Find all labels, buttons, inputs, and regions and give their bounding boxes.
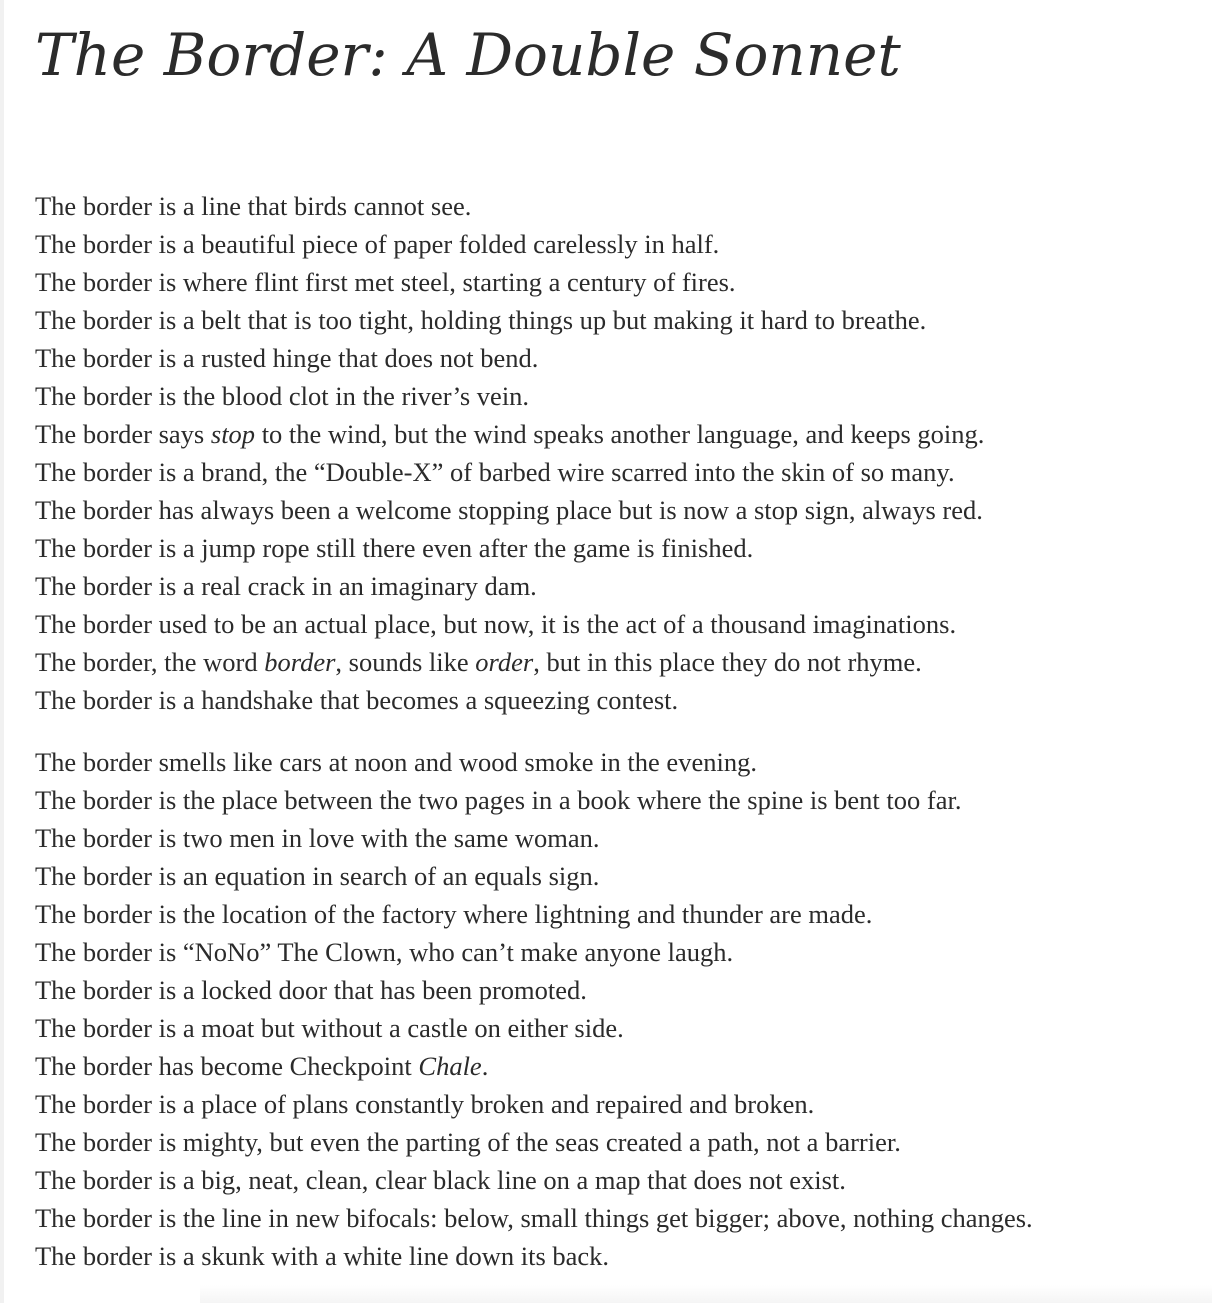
line-text: The border is a locked door that has been promoted. [35, 975, 587, 1005]
line-text: The border has always been a welcome stopping place but is now a stop sign, always red. [35, 495, 983, 525]
poem-line [35, 263, 984, 301]
line-text: The border is a real crack in an imaginary dam. [35, 571, 537, 601]
poem-line [35, 301, 984, 339]
poem-line [35, 415, 984, 453]
line-text: The border is the location of the factory where lightning and thunder are made. [35, 899, 873, 929]
poem-line [35, 225, 984, 263]
poem-line [35, 453, 984, 491]
poem-line [35, 605, 984, 643]
poem-line [35, 491, 984, 529]
poem-line [35, 567, 984, 605]
poem-line [35, 1237, 1033, 1275]
line-text: The border is two men in love with the same woman. [35, 823, 600, 853]
italic-word: stop [210, 419, 256, 449]
poem-line [35, 643, 984, 681]
line-text: . [481, 1051, 489, 1081]
line-text: The border is the blood clot in the river’s vein. [35, 381, 530, 411]
poem-line [35, 743, 1033, 781]
poem-line [35, 971, 1033, 1009]
poem-line [35, 339, 984, 377]
line-text: The border is a big, neat, clean, clear black line on a map that does not exist. [35, 1165, 846, 1195]
line-text: The border has become Checkpoint [35, 1051, 419, 1081]
line-text: The border, the word [35, 647, 265, 677]
italic-word: Chale [418, 1051, 482, 1081]
stanza-2 [35, 743, 1033, 1275]
poem-line [35, 187, 984, 225]
poem-line [35, 933, 1033, 971]
poem-line [35, 781, 1033, 819]
poem-line [35, 819, 1033, 857]
italic-word: border [264, 647, 336, 677]
line-text: The border is a moat but without a castle on either side. [35, 1013, 624, 1043]
poem-line [35, 857, 1033, 895]
line-text: , sounds like [335, 647, 476, 677]
poem-line [35, 1085, 1033, 1123]
poem-line [35, 1161, 1033, 1199]
line-text: The border is a skunk with a white line down its back. [35, 1241, 610, 1271]
italic-word: order [475, 647, 534, 677]
poem-line [35, 895, 1033, 933]
line-text: The border is the line in new bifocals: below, small things get bigger; above, nothing changes. [35, 1203, 1033, 1233]
line-text: The border is the place between the two pages in a book where the spine is bent too far. [35, 785, 962, 815]
line-text: The border is a rusted hinge that does not bend. [35, 343, 539, 373]
poem-title: The Border: A Double Sonnet [35, 21, 901, 89]
poem-line [35, 1123, 1033, 1161]
line-text: The border is where flint first met steel, starting a century of fires. [35, 267, 736, 297]
bottom-shadow [200, 1285, 1212, 1303]
line-text: The border is a line that birds cannot see. [35, 191, 472, 221]
stanza-1 [35, 187, 984, 719]
poem-line [35, 1009, 1033, 1047]
line-text: to the wind, but the wind speaks another language, and keeps going. [255, 419, 985, 449]
poem-line [35, 529, 984, 567]
line-text: The border is a handshake that becomes a squeezing contest. [35, 685, 679, 715]
poem-line [35, 681, 984, 719]
line-text: The border is a beautiful piece of paper folded carelessly in half. [35, 229, 720, 259]
line-text: The border used to be an actual place, but now, it is the act of a thousand imaginations. [35, 609, 957, 639]
line-text: The border says [35, 419, 211, 449]
poem-line [35, 1047, 1033, 1085]
line-text: The border is mighty, but even the parting of the seas created a path, not a barrier. [35, 1127, 901, 1157]
poem-line [35, 1199, 1033, 1237]
line-text: The border is a belt that is too tight, holding things up but making it hard to breathe. [35, 305, 927, 335]
line-text: The border is an equation in search of an equals sign. [35, 861, 600, 891]
line-text: The border is a place of plans constantly broken and repaired and broken. [35, 1089, 815, 1119]
line-text: , but in this place they do not rhyme. [533, 647, 922, 677]
line-text: The border smells like cars at noon and wood smoke in the evening. [35, 747, 757, 777]
poem-line [35, 377, 984, 415]
line-text: The border is a brand, the “Double-X” of barbed wire scarred into the skin of so many. [35, 457, 955, 487]
line-text: The border is a jump rope still there even after the game is finished. [35, 533, 754, 563]
line-text: The border is “NoNo” The Clown, who can’t make anyone laugh. [35, 937, 734, 967]
page-left-edge [0, 0, 4, 1303]
